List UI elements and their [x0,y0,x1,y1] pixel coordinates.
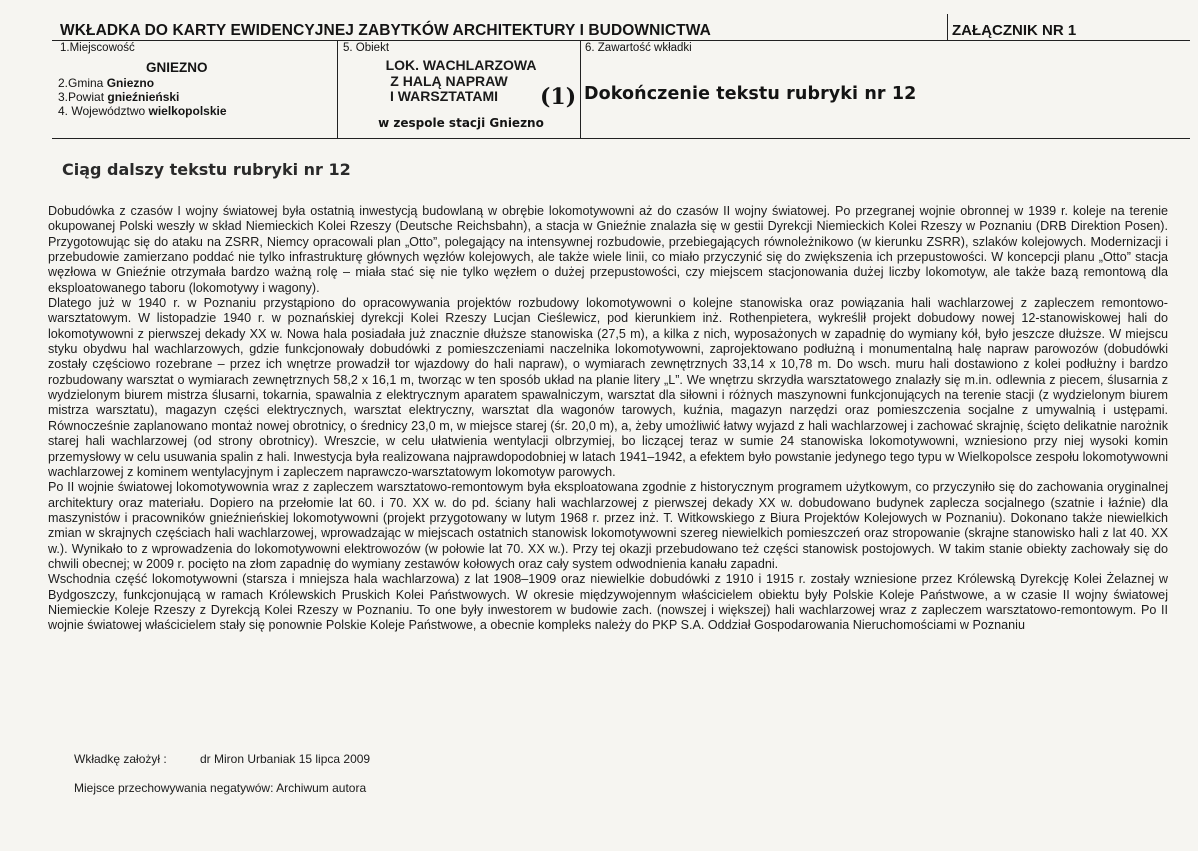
annex-divider [947,14,948,40]
voivodeship-value: wielkopolskie [148,104,227,118]
cell-divider-2 [580,40,581,138]
content-label: 6. Zawartość wkładki [585,42,692,54]
content-title: Dokończenie tekstu rubryki nr 12 [584,84,917,104]
storage-value: Archiwum autora [276,781,367,795]
object-title-line: I WARSZTATAMI [389,88,499,104]
storage-label: Miejsce przechowywania negatywów: [74,781,274,795]
main-title: WKŁADKA DO KARTY EWIDENCYJNEJ ZABYTKÓW ARCHITEKTURY I BUDOWNICTWA [60,22,711,39]
object-label: 5. Obiekt [343,42,390,54]
county-label: 3.Powiat [58,90,105,104]
location-voivodeship [58,104,227,118]
location-commune [58,76,154,90]
county-value: gnieźnieński [107,90,180,104]
annex-label: ZAŁĄCZNIK NR 1 [952,22,1077,39]
body-text [48,204,1168,634]
paragraph: Po II wojnie światowej lokomotywownia wraz z zapleczem warsztatowo-remontowym była eksploatowana zgodnie z historycznym programem użytkowym, co przyczyniło się do zachowania oryginalnej architektury oraz materiału. Dopiero na przełomie lat 60. i 70. XX w. do pd. ściany hali wachlarzowej z pierwszej dekady XX w. dobudowano budynek zaplecza socjalnego (szatnie i łaźnie) dla maszynistów i pracowników gnieźnieńskiej lokomotywowni (projekt przygotowany w lutym 1968 r. przez inż. T. Witkowskiego z Biura Projektów Kolejowych w Poznaniu). Dokonano także niewielkich zmian w skrajnych częściach hali wachlarzowej, wprowadzając w miejscach ostatnich stanowisk lokomotywowni szereg niewielkich pomieszczeń oraz stropowanie (skrajne stanowisko hali z lat 40. XX w.). Wynikało to z wprowadzenia do lokomotywowni elektrowozów (w połowie lat 70. XX w.). Przy tej okazji przebudowano też części stanowisk postojowych. W takim stanie obiekty zachowały się do chwili obecnej; w 2009 r. pocięto na złom zapadnię do wymiany zestawów kołowych oraz cały system odwodnienia kanału zapadni. [48,480,1168,571]
location-label: 1.Miejscowość [60,42,135,54]
object-subtitle: w zespole stacji Gniezno [378,116,544,130]
header-bottom-rule [52,138,1190,139]
location-county [58,90,179,104]
paragraph: Wschodnia część lokomotywowni (starsza i mniejsza hala wachlarzowa) z lat 1908–1909 oraz niewielkie dobudówki z 1910 i 1915 r. zostały wzniesione przez Królewską Dyrekcję Kolei Żelaznej w Bydgoszczy, funkcjonującą w ramach Królewskich Pruskich Kolei Państwowych. W okresie międzywojennym właścicielem obiektu były Polskie Koleje Państwowe, a w czasie II wojny światowej Niemieckie Koleje Rzeszy z Dyrekcją Kolei Rzeszy w Poznaniu. To one były inwestorem w budowie zach. (nowszej i większej) hali wachlarzowej wraz z zapleczem warsztatowo-remontowym. Po II wojnie światowej właścicielem stały się ponownie Polskie Koleje Państwowe, a obecnie kompleks należy do PKP S.A. Oddział Gospodarowania Nieruchomościami w Poznaniu [48,572,1168,633]
paragraph: Dlatego już w 1940 r. w Poznaniu przystąpiono do opracowywania projektów rozbudowy lokomotywowni o kolejne stanowiska oraz powiązania hali wachlarzowej z zapleczem remontowo-warsztatowym. W listopadzie 1940 r. w poznańskiej dyrekcji Kolei Rzeszy Lucjan Cieślewicz, pod kierunkiem inż. Rothenpietera, wykreślił projekt dobudowy nowej 12-stanowiskowej hali do lokomotywowni z pierwszej dekady XX w. Nowa hala posiadała już znacznie dłuższe stanowiska (27,5 m), a kilka z nich, wyposażonych w zapadnię do wymiany kół, było jeszcze dłuższe. W miejscu styku obydwu hal wachlarzowych, gdzie funkcjonowały dobudówki z pomieszczeniami naczelnika lokomotywowni, zaprojektowano podłużną i monumentalną halę napraw parowozów (dobudówki zostały częściowo rozebrane – przez ich wnętrze prowadził tor wjazdowy do hali napraw), o wymiarach zewnętrznych 33,14 x 10,78 m. Do wsch. muru hali dostawiono z kolei podłużny i bardzo rozbudowany warsztat o wymiarach zewnętrznych 58,2 x 16,1 m, tworząc w ten sposób układ na planie litery „L”. We wnętrzu skrzydła warsztatowego znalazły się m.in. odlewnia z piecem, ślusarnia z wydzielonym biurem mistrza ślusarni, tokarnia, spawalnia z elektrycznym aparatem spawalniczym, warsztat dla siłowni i różnych maszynowni funkcjonujących na terenie stacji (z wydzielonym biurem mistrza warsztatu), magazyn części elektrycznych, warsztat elektryczny, warsztat dla wagonów tarowych, kuźnia, magazyn narzędzi oraz pomieszczenia socjalne z umywalnią i ustępami. Równocześnie zaplanowano montaż nowej obrotnicy, o średnicy 23,0 m, w miejsce starej (śr. 20,0 m), a, żeby umożliwić łatwy wyjazd z hali wachlarzowej i zachować skrajnię, ścięto delikatnie narożnik starej hali wachlarzowej (od strony obrotnicy). Wreszcie, w celu ułatwienia wentylacji olbrzymiej, bo liczącej teraz w sumie 24 stanowiska lokomotywowni, wzniesiono przy niej wysoki komin przemysłowy w celu usuwania spalin z hali. Inwestycja była realizowana najprawdopodobniej w latach 1941–1942, a efektem było powstanie jedynego tego typu w Wielkopolsce zespołu lokomotywowni wachlarzowej z kominem wentylacyjnym i zapleczem naprawczo-warsztatowym lokomotyw parowych. [48,296,1168,479]
commune-value: Gniezno [106,76,155,90]
author-label: Wkładkę założył : [74,752,167,766]
author-line [74,752,371,766]
voivodeship-label: 4. Województwo [58,104,146,118]
author-value: dr Miron Urbaniak 15 lipca 2009 [200,752,371,766]
section-heading: Ciąg dalszy tekstu rubryki nr 12 [62,160,351,179]
header-row [52,22,1190,42]
commune-label: 2.Gmina [58,76,104,90]
object-mark: (1) [540,84,577,110]
object-title-line: Z HALĄ NAPRAW [390,72,508,89]
object-title-line: LOK. WACHLARZOWA [385,57,537,73]
storage-line [74,781,366,795]
paragraph: Dobudówka z czasów I wojny światowej była ostatnią inwestycją budowlaną w obrębie lokomotywowni aż do czasów II wojny światowej. Po przegranej wojnie obronnej w 1939 r. koleje na terenie okupowanej Polski weszły w skład Niemieckich Kolei Rzeszy (Deutsche Reichsbahn), a stacja w Gnieźnie znalazła się w gestii Dyrekcji Niemieckich Kolei Rzeszy w Poznaniu (DRB Direktion Posen). Przygotowując się do ataku na ZSRR, Niemcy opracowali plan „Otto”, polegający na intensywnej rozbudowie, przebiegających równoleżnikowo (w kierunku ZSRR), szlaków kolejowych. Modernizacji i przebudowie zamierzano poddać nie tylko infrastrukturę głównych węzłów kolejowych, ale także wiele linii, co miało przyczynić się do zwiększenia ich przepustowości. W koncepcji planu „Otto” stacja węzłowa w Gnieźnie otrzymała bardzo ważną rolę – miała stać się nie tylko węzłem o dużej przepustowości, czy miejscem stacjonowania dużej liczby lokomotyw, ale także bazą remontową dla eksploatowanego taboru (lokomotywy i wagony). [48,204,1168,295]
header-top-rule [52,40,1190,41]
location-city: GNIEZNO [146,60,208,75]
cell-divider-1 [337,40,338,138]
